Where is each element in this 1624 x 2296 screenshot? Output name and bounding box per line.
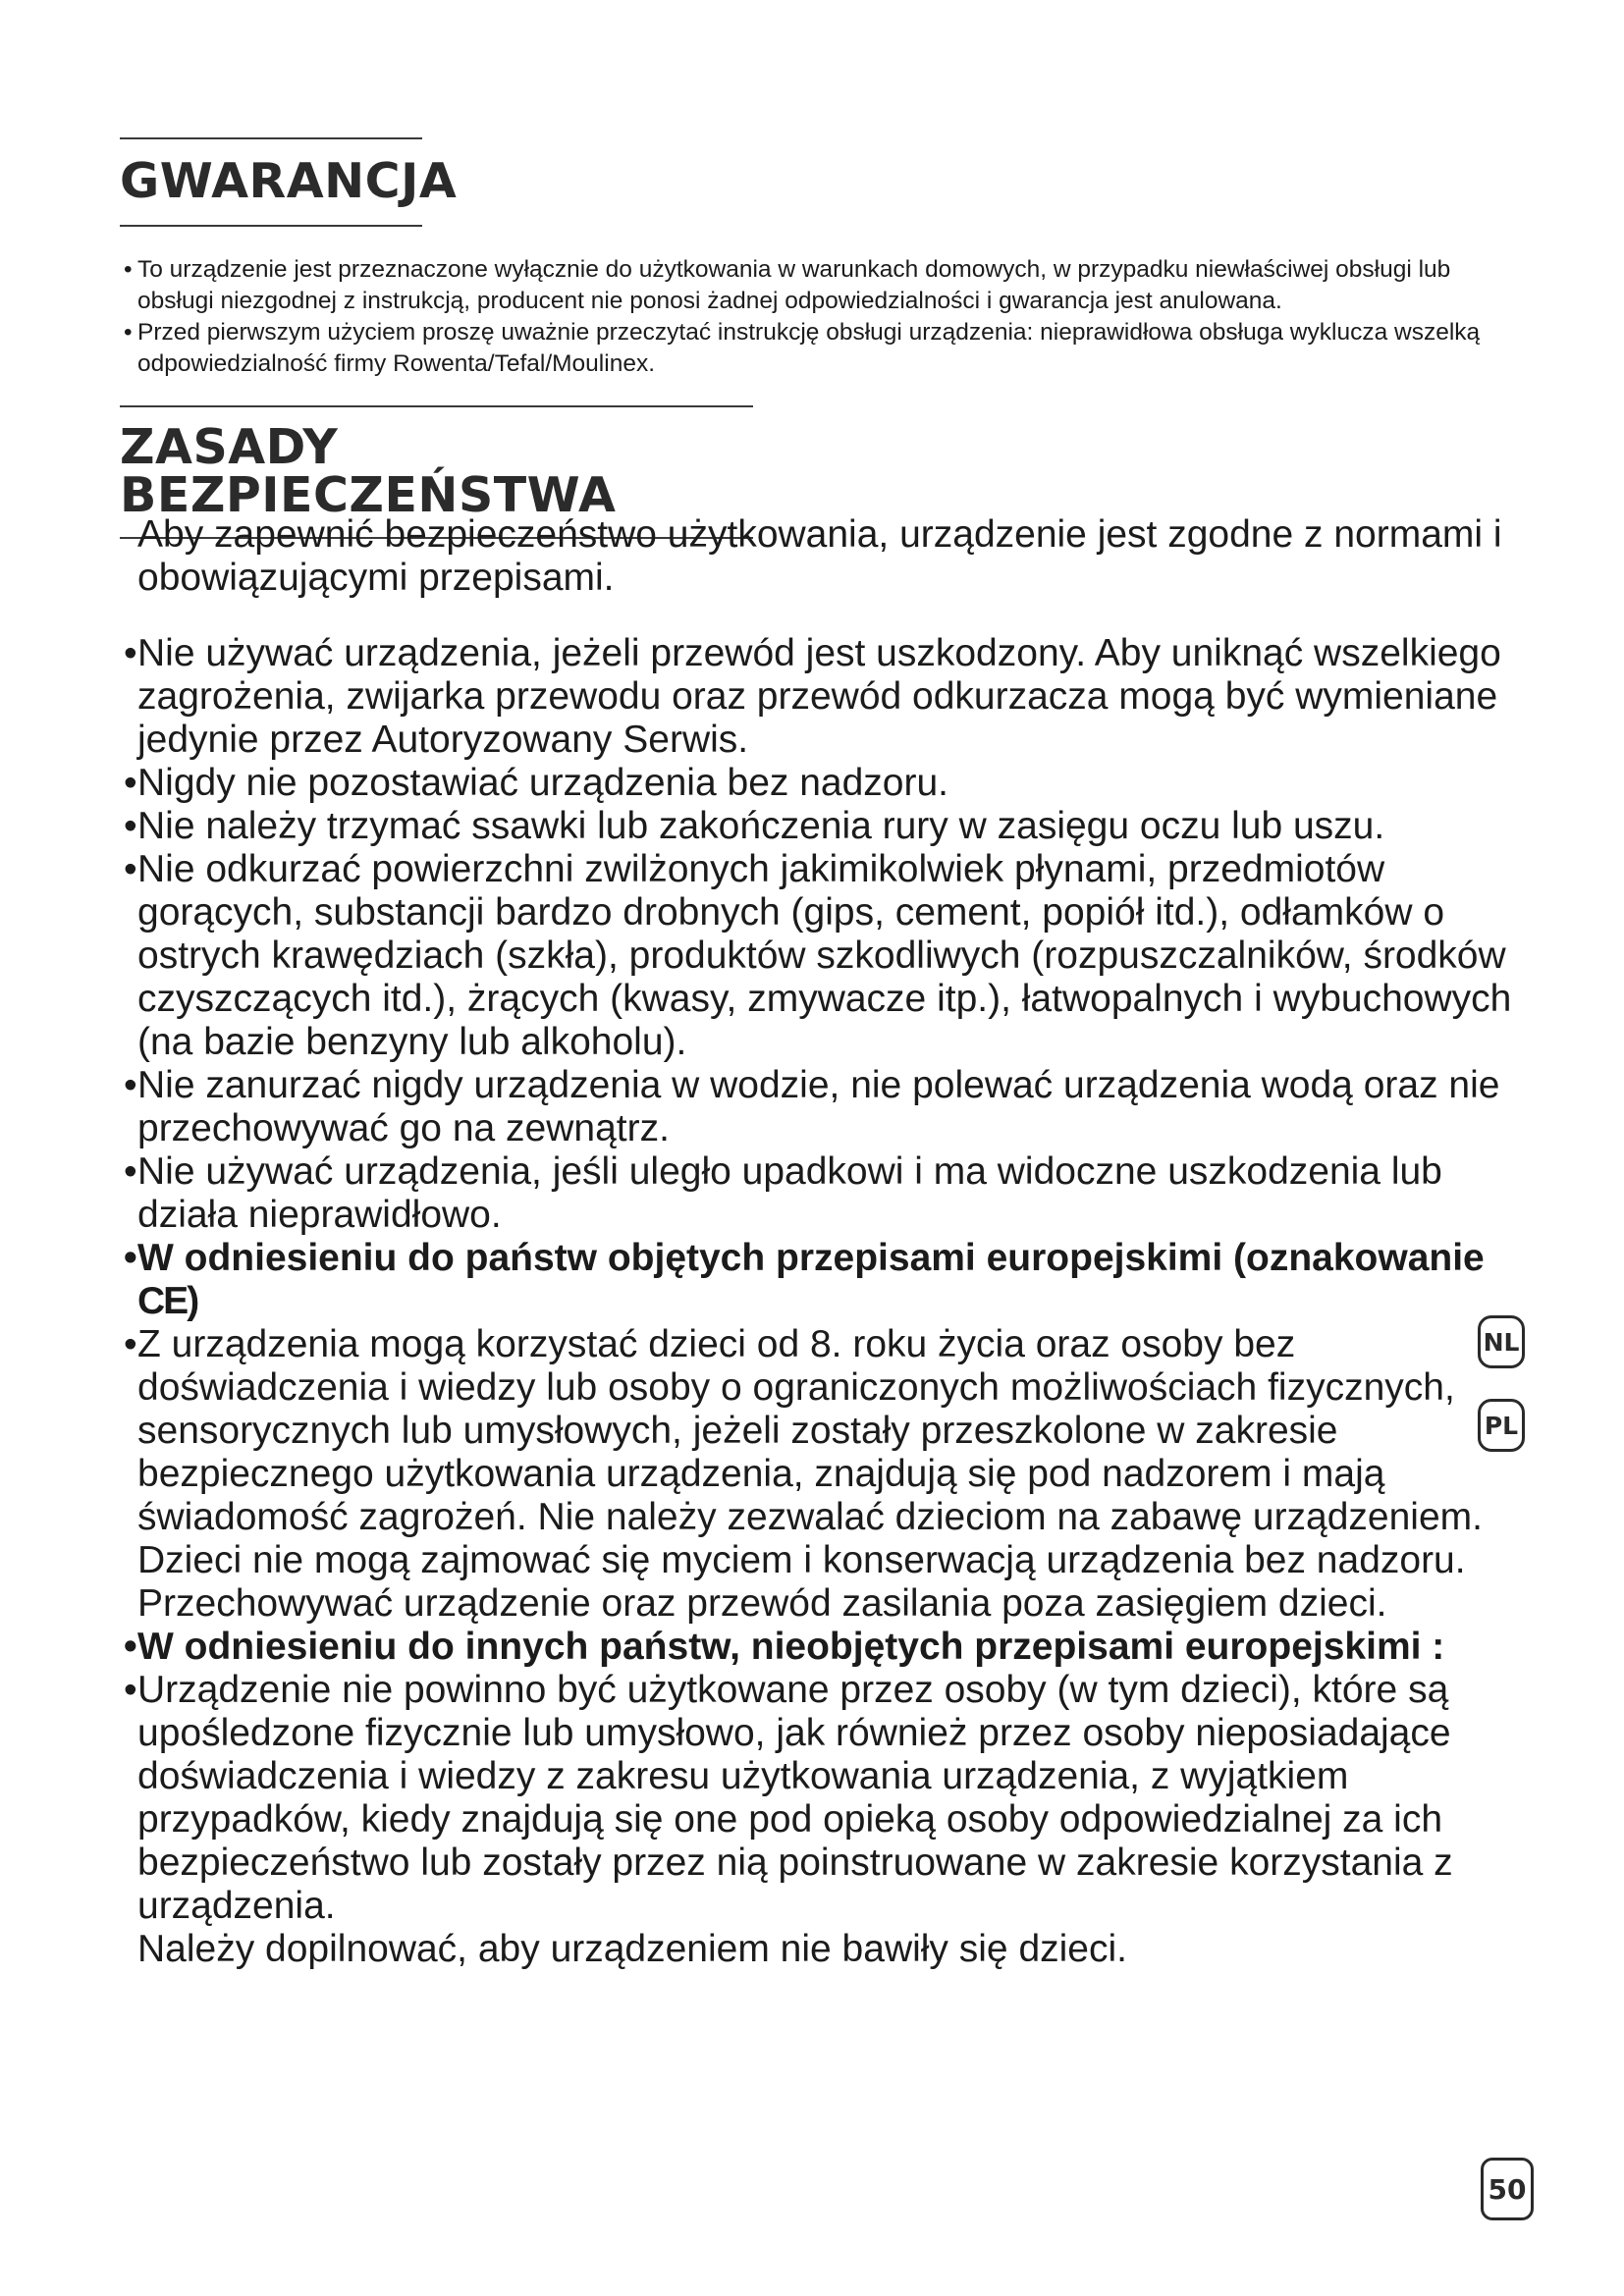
- safety-title: ZASADY BEZPIECZEŃSTWA: [120, 419, 617, 523]
- non-eu-item: [124, 1669, 1538, 1971]
- eu-item-cont: Dzieci nie mogą zajmować się myciem i konserwacją urządzenia bez nadzoru. Przechowywać urządzenie oraz przewód zasilania poza zasięgiem dzieci.: [137, 1539, 1466, 1625]
- guarantee-item: • To urządzenie jest przeznaczone wyłącznie do użytkowania w warunkach domowych, w przypadku niewłaściwej obsługi lub obsługi niezgodnej z instrukcją, producent nie ponosi żadnej odpowiedzialności i gwarancja jest anulowana.: [124, 254, 1528, 317]
- guarantee-list: [124, 254, 1528, 380]
- language-badge-nl: NL: [1478, 1315, 1525, 1368]
- safety-intro: Aby zapewnić bezpieczeństwo użytkowania, urządzenie jest zgodne z normami i obowiązującymi przepisami.: [137, 513, 1502, 599]
- language-badge-pl: PL: [1478, 1399, 1525, 1452]
- non-eu-item-text: • Urządzenie nie powinno być użytkowane przez osoby (w tym dzieci), które są upośledzone fizycznie lub umysłowo, jak również przez osoby nieposiadające doświadczenia i wiedzy z zakresu użytkowania urządzenia, z wyjątkiem przypadków, kiedy znajdują się one pod opieką osoby odpowiedzialnej za ich bezpieczeństwo lub zostały przez nią poinstruowane w zakresie korzystania z urządzenia.: [137, 1669, 1453, 1927]
- page-number: 50: [1481, 2158, 1534, 2220]
- safety-item: • Nie używać urządzenia, jeśli uległo upadkowi i ma widoczne uszkodzenia lub działa nieprawidłowo.: [124, 1150, 1538, 1237]
- safety-item: • Nie odkurzać powierzchni zwilżonych jakimikolwiek płynami, przedmiotów gorących, substancji bardzo drobnych (gips, cement, popiół itd.), odłamków o ostrych krawędziach (szkła), produktów szkodliwych (rozpuszczalników, środków czyszczących itd.), żrących (kwasy, zmywacze itp.), łatwopalnych i wybuchowych (na bazie benzyny lub alkoholu).: [124, 848, 1538, 1064]
- guarantee-heading-block: [120, 137, 458, 227]
- eu-heading-item: [124, 1237, 1538, 1323]
- safety-item: • Nie należy trzymać ssawki lub zakończenia rury w zasięgu oczu lub uszu.: [124, 805, 1538, 848]
- ce-mark-icon: CE: [137, 1280, 188, 1322]
- heading-rule-bottom: [120, 225, 422, 227]
- guarantee-item: • Przed pierwszym użyciem proszę uważnie przeczytać instrukcję obsługi urządzenia: nieprawidłowa obsługa wyklucza wszelką odpowiedzialność firmy Rowenta/Tefal/Moulinex.: [124, 317, 1528, 380]
- eu-heading-end: ): [187, 1280, 200, 1322]
- eu-heading: W odniesieniu do państw objętych przepisami europejskimi (oznakowanie: [137, 1237, 1485, 1279]
- safety-item: • Nie używać urządzenia, jeżeli przewód jest uszkodzony. Aby uniknąć wszelkiego zagrożenia, zwijarka przewodu oraz przewód odkurzacza mogą być wymieniane jedynie przez Autoryzowany Serwis.: [124, 632, 1538, 762]
- guarantee-title: GWARANCJA: [120, 153, 458, 209]
- eu-item: [124, 1323, 1538, 1626]
- safety-list: [124, 632, 1538, 1971]
- non-eu-heading: • W odniesieniu do innych państw, nieobjętych przepisami europejskimi :: [124, 1626, 1538, 1669]
- safety-item: • Nigdy nie pozostawiać urządzenia bez nadzoru.: [124, 762, 1538, 805]
- non-eu-item-cont: Należy dopilnować, aby urządzeniem nie bawiły się dzieci.: [137, 1928, 1128, 1970]
- eu-item-text: • Z urządzenia mogą korzystać dzieci od 8. roku życia oraz osoby bez doświadczenia i wiedzy lub osoby o ograniczonych możliwościach fizycznych, sensorycznych lub umysłowych, jeżeli zostały przeszkolone w zakresie bezpiecznego użytkowania urządzenia, znajdują się pod nadzorem i mają świadomość zagrożeń. Nie należy zezwalać dzieciom na zabawę urządzeniem.: [137, 1323, 1483, 1538]
- safety-item: • Nie zanurzać nigdy urządzenia w wodzie, nie polewać urządzenia wodą oraz nie przechowywać go na zewnątrz.: [124, 1064, 1538, 1150]
